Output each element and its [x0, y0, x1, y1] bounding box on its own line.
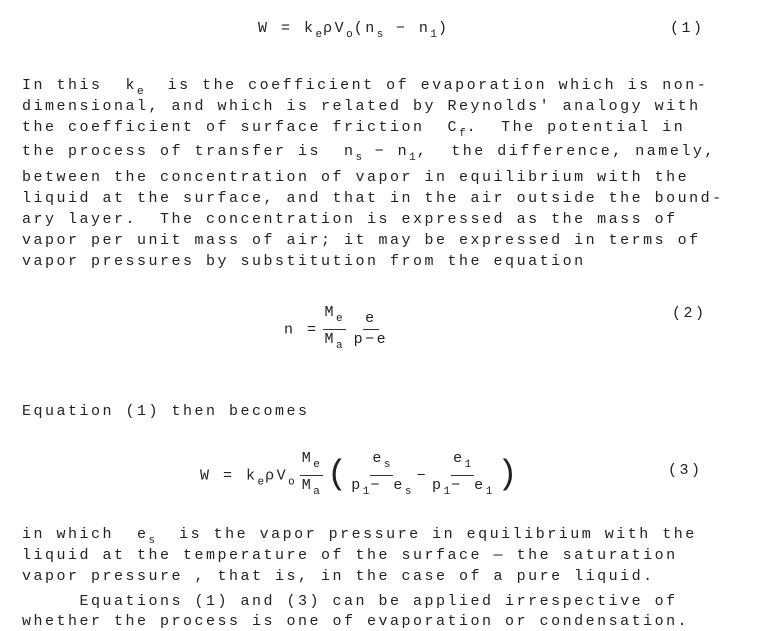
text-line: ary layer. The concentration is expressed as the mass of	[22, 211, 678, 228]
eq-text: M	[301, 477, 314, 494]
eq-sub: o	[288, 476, 296, 489]
text-line: liquid at the surface, and that in the air outside the bound-	[22, 190, 724, 207]
fraction	[300, 450, 323, 501]
eq-text: n =	[284, 321, 319, 339]
equation-1	[258, 20, 450, 44]
text-line: whether the process is one of evaporation or condensation.	[22, 613, 690, 630]
equation-number-3: (3)	[668, 462, 703, 479]
fraction	[323, 304, 346, 355]
text: in which e	[22, 526, 149, 543]
sub: f	[459, 128, 467, 140]
eq-text: − e	[370, 477, 405, 494]
eq-text: W = k	[200, 467, 258, 485]
eq-sub: 1	[443, 486, 452, 498]
eq-sub: e	[257, 476, 266, 489]
eq-text: p−e	[353, 331, 389, 348]
eq-text: − n	[384, 20, 431, 37]
eq-sub: 1	[362, 486, 371, 498]
text: , the difference, namely,	[416, 143, 716, 160]
eq-text: M	[324, 304, 337, 321]
eq-text: − e	[451, 477, 486, 494]
text: is the vapor pressure in equilibrium with the	[156, 526, 697, 543]
eq-sub: a	[313, 486, 321, 498]
eq-text: p	[432, 477, 444, 494]
eq-sub: 1	[430, 29, 438, 41]
text: the process of transfer is n	[22, 143, 356, 160]
eq-sub: s	[404, 486, 413, 498]
eq-text: e	[363, 310, 379, 330]
eq-text: p	[351, 477, 363, 494]
paren: )	[497, 456, 518, 495]
text: In this k	[22, 77, 138, 94]
text: . The potential in	[466, 119, 686, 136]
eq-sub: s	[376, 29, 385, 41]
eq-text: −	[416, 467, 429, 485]
eq-text: ρV	[323, 20, 347, 37]
text-line: vapor per unit mass of air; it may be expressed in terms of	[22, 232, 701, 249]
sub: 1	[409, 152, 417, 164]
sub: e	[137, 86, 145, 98]
text-line	[22, 119, 685, 143]
eq-text: e	[372, 450, 384, 467]
text-line: dimensional, and which is related by Reynolds' analogy with	[22, 98, 701, 115]
text-line: vapor pressure , that is, in the case of a pure liquid.	[22, 568, 655, 585]
text: the coefficient of surface friction C	[22, 119, 460, 136]
text: − n	[363, 143, 410, 160]
fraction	[354, 310, 389, 349]
paren: (	[326, 456, 348, 495]
eq-sub: a	[336, 340, 344, 352]
eq-sub: 1	[485, 486, 494, 498]
eq-sub: e	[315, 29, 324, 41]
equation-number-2: (2)	[672, 305, 707, 322]
sub: s	[355, 152, 364, 164]
eq-sub: o	[346, 29, 354, 41]
text: is the coefficient of evaporation which is non-	[144, 77, 709, 94]
sub: s	[148, 535, 157, 547]
eq-text: W = k	[258, 20, 316, 37]
text-line: vapor pressures by substitution from the equation	[22, 253, 586, 270]
eq-text: (n	[353, 20, 377, 37]
eq-sub: 1	[464, 459, 473, 471]
text-line: Equations (1) and (3) can be applied irrespective of	[22, 593, 678, 610]
text-line: between the concentration of vapor in equilibrium with the	[22, 169, 690, 186]
eq-sub: e	[336, 313, 344, 325]
fraction	[432, 450, 493, 501]
eq-text: )	[438, 20, 450, 37]
equation-3	[200, 450, 518, 504]
equation-number-1: (1)	[670, 20, 705, 37]
eq-text: e	[453, 450, 465, 467]
eq-sub: e	[313, 459, 321, 471]
eq-sub: s	[383, 459, 392, 471]
eq-text: M	[301, 450, 314, 467]
text-line: liquid at the temperature of the surface — the saturation	[22, 547, 678, 564]
eq-text: M	[324, 331, 337, 348]
fraction	[351, 450, 412, 501]
text-line	[22, 143, 716, 167]
equation-2	[284, 304, 392, 355]
eq-text: ρV	[265, 467, 289, 485]
text-line: Equation (1) then becomes	[22, 403, 310, 420]
